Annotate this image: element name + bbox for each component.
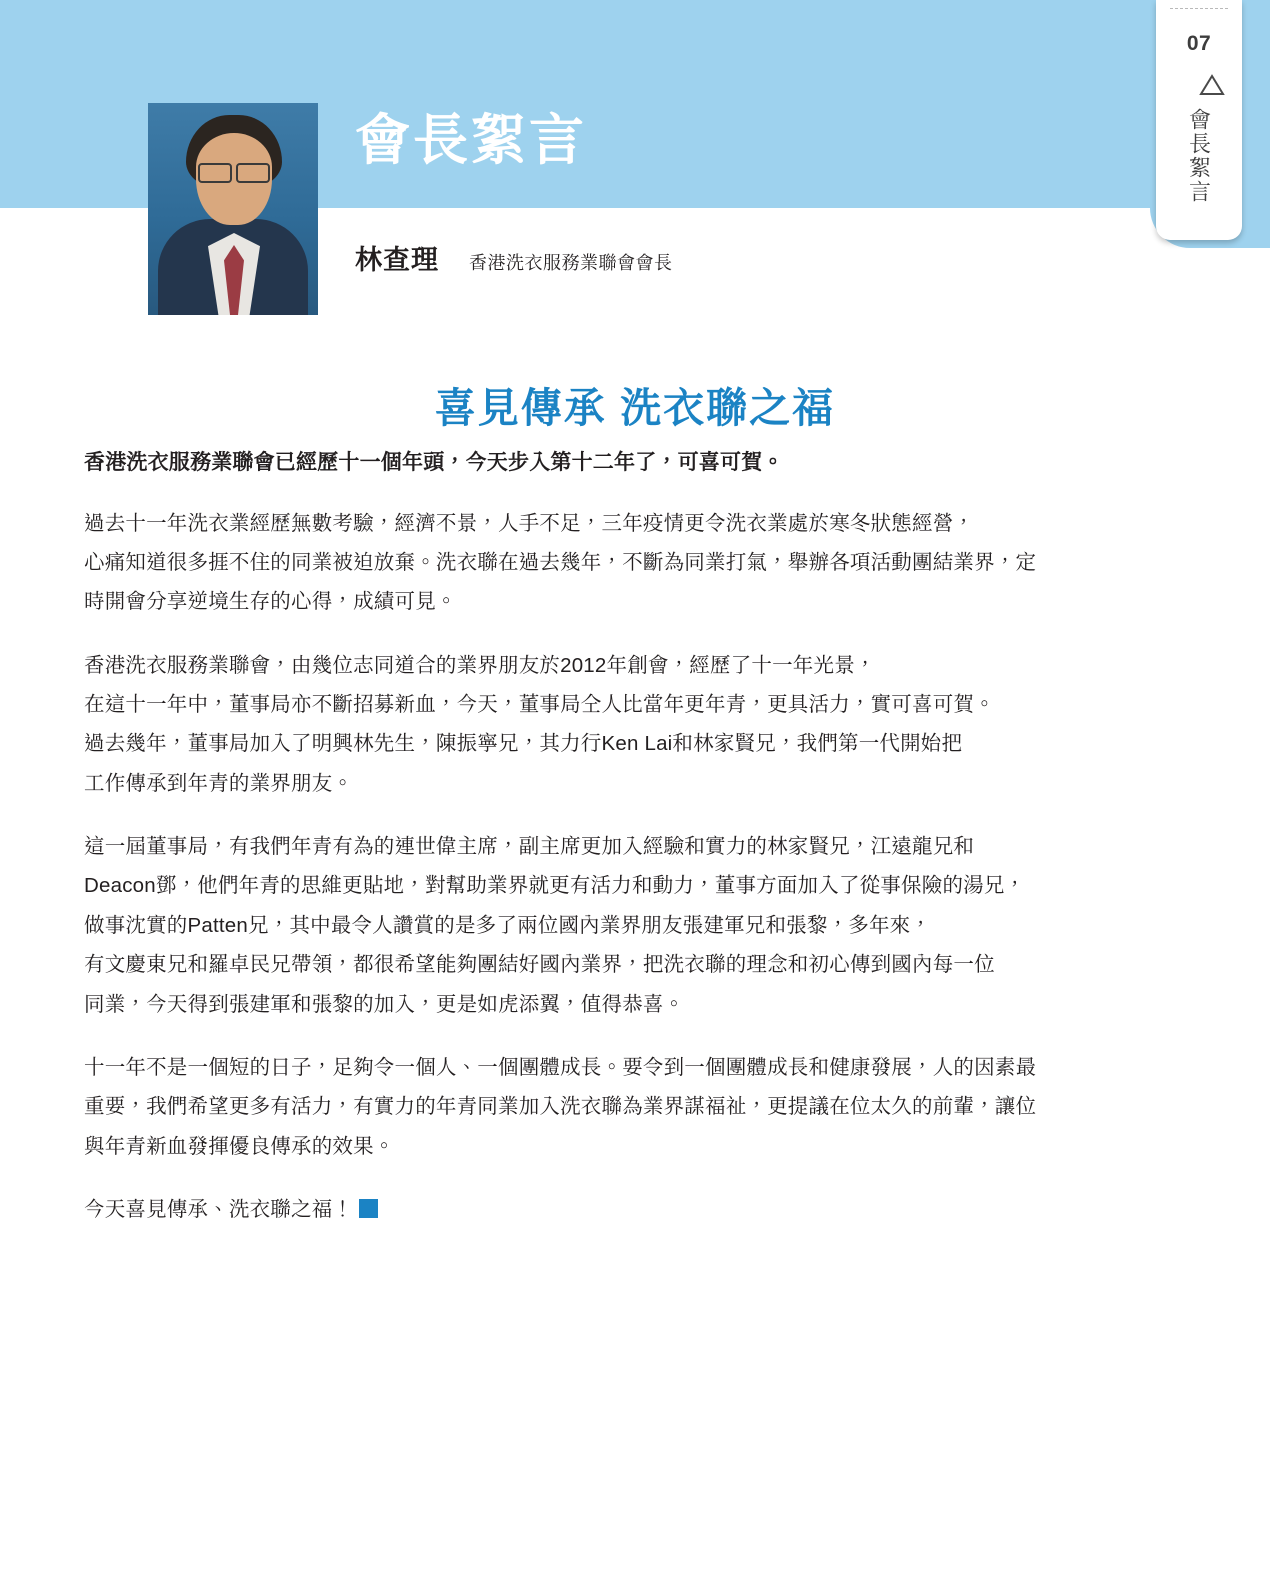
paragraph-line: 同業，今天得到張建軍和張黎的加入，更是如虎添翼，值得恭喜。 (84, 992, 685, 1016)
paragraph-line: 這一屆董事局，有我們年青有為的連世偉主席，副主席更加入經驗和實力的林家賢兄，江遠龍兄和 (84, 835, 975, 859)
page-number: 07 (1186, 32, 1212, 55)
paragraph-line: 做事沈實的Patten兄，其中最令人讚賞的是多了兩位國內業界朋友張建軍兄和張黎，多年來， (84, 913, 932, 937)
paragraph-line: 過去十一年洗衣業經歷無數考驗，經濟不景，人手不足，三年疫情更令洗衣業處於寒冬狀態經營， (84, 511, 975, 535)
article-paragraph (84, 1048, 1144, 1166)
paragraph-line: 與年青新血發揮優良傳承的效果。 (84, 1134, 395, 1158)
article-paragraph (84, 504, 1144, 622)
article-body (84, 447, 1144, 1253)
closing-text: 今天喜見傳承、洗衣聯之福！ (84, 1197, 354, 1221)
paragraph-line: 香港洗衣服務業聯會，由幾位志同道合的業界朋友於2012年創會，經歷了十一年光景， (84, 653, 876, 677)
author-name: 林查理 (355, 245, 439, 275)
byline (355, 238, 673, 277)
portrait-glasses (196, 163, 272, 181)
article-paragraph (84, 646, 1144, 803)
tab-dashed-divider (1170, 8, 1228, 9)
paragraph-line: 在這十一年中，董事局亦不斷招募新血，今天，董事局仝人比當年更年青，更具活力，實可喜可賀。 (84, 692, 995, 716)
article-lead: 香港洗衣服務業聯會已經歷十一個年頭，今天步入第十二年了，可喜可賀。 (84, 451, 784, 474)
page-side-tab (1156, 0, 1242, 240)
author-role: 香港洗衣服務業聯會會長 (469, 253, 673, 273)
portrait-photo (148, 103, 318, 315)
article-paragraph (84, 827, 1144, 1024)
paragraph-line: 重要，我們希望更多有活力，有實力的年青同業加入洗衣聯為業界謀福祉，更提議在位太久的前輩，讓位 (84, 1095, 1037, 1119)
article-title: 喜見傳承 洗衣聯之福 (434, 385, 836, 431)
triangle-up-icon (1187, 74, 1211, 93)
paragraph-line: 時開會分享逆境生存的心得，成績可見。 (84, 590, 457, 614)
end-mark-icon (359, 1199, 378, 1218)
paragraph-line: 過去幾年，董事局加入了明興林先生，陳振寧兄，其力行Ken Lai和林家賢兄，我們第一代開始把 (84, 732, 963, 756)
paragraph-line: 有文慶東兄和羅卓民兄帶領，都很希望能夠團結好國內業界，把洗衣聯的理念和初心傳到國內每一位 (84, 953, 995, 977)
article-closing (84, 1190, 1144, 1229)
paragraph-line: Deacon鄧，他們年青的思維更貼地，對幫助業界就更有活力和動力，董事方面加入了從事保險的湯兄， (84, 874, 1026, 898)
paragraph-line: 十一年不是一個短的日子，足夠令一個人、一個團體成長。要令到一個團體成長和健康發展，人的因素最 (84, 1055, 1037, 1079)
page-title: 會長絮言 (355, 109, 588, 171)
paragraph-line: 心痛知道很多捱不住的同業被迫放棄。洗衣聯在過去幾年，不斷為同業打氣，舉辦各項活動團結業界，定 (84, 550, 1037, 574)
side-tab-label: 會長絮言 (1186, 108, 1212, 204)
paragraph-line: 工作傳承到年青的業界朋友。 (84, 771, 354, 795)
